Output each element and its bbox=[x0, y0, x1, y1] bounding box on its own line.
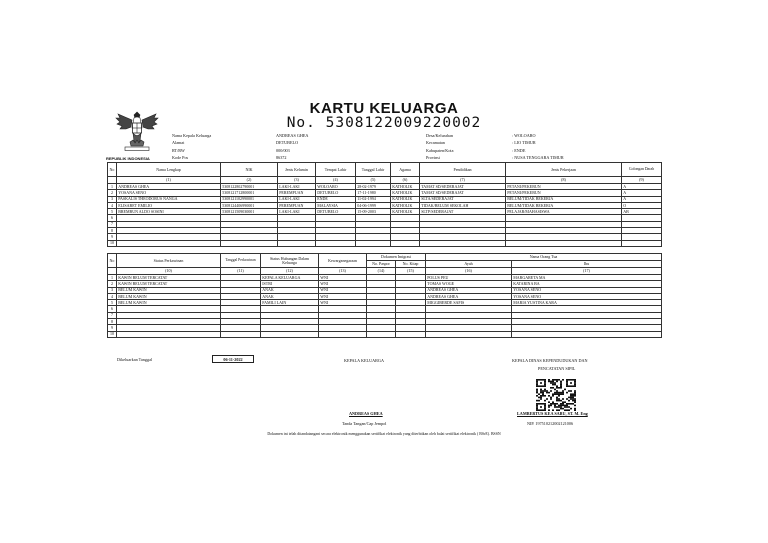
col-code: (17) bbox=[512, 268, 662, 275]
table-cell: 4 bbox=[108, 202, 117, 208]
col-header: Tanggal Lahir bbox=[356, 163, 391, 177]
table-cell: 3 bbox=[108, 196, 117, 202]
col-header: NIK bbox=[221, 163, 278, 177]
table-cell bbox=[506, 240, 622, 246]
table-cell: 15-09-2003 bbox=[356, 209, 391, 215]
table2-code-row bbox=[108, 268, 662, 275]
table-cell: PASKALIS THEODORUS NANGA bbox=[117, 196, 221, 202]
table-cell: O bbox=[622, 202, 662, 208]
table-cell: SLTP/SEDERAJAT bbox=[420, 209, 506, 215]
col-code: (8) bbox=[506, 177, 622, 184]
table-cell: PETANI/PEKEBUN bbox=[506, 190, 622, 196]
official-title-2: PENCATATAN SIPIL bbox=[538, 366, 576, 371]
col-header: Nama Orang Tua bbox=[426, 254, 662, 261]
table-cell: 5308121509030001 bbox=[221, 209, 278, 215]
table-cell: BELUM KAWIN bbox=[117, 287, 221, 293]
table-cell: KATHOLIK bbox=[391, 209, 420, 215]
col-header: Jenis Kelamin bbox=[278, 163, 316, 177]
table-cell: 1 bbox=[108, 184, 117, 190]
table-cell: WNI bbox=[319, 293, 367, 299]
col-header: Kewarganegaraan bbox=[319, 254, 367, 268]
table-cell: BELUM KAWIN bbox=[117, 300, 221, 306]
table-cell bbox=[316, 240, 356, 246]
table-cell: A bbox=[622, 196, 662, 202]
table-cell: WNI bbox=[319, 287, 367, 293]
table-cell: KEPALA KELUARGA bbox=[261, 275, 319, 281]
label-district: Kecamatan bbox=[426, 140, 445, 146]
table-cell bbox=[221, 240, 278, 246]
table-cell: YOSANA SENO bbox=[117, 190, 221, 196]
table-cell: POLUS PEU bbox=[426, 275, 512, 281]
col-code: (2) bbox=[221, 177, 278, 184]
marital-status-table bbox=[107, 253, 662, 338]
col-code: (9) bbox=[622, 177, 662, 184]
table-cell: KATHOLIK bbox=[391, 202, 420, 208]
table-cell bbox=[391, 240, 420, 246]
family-members-table bbox=[107, 162, 662, 247]
value-regency: : ENDE bbox=[512, 147, 526, 153]
official-title-1: KEPALA DINAS KEPENDUDUKAN DAN bbox=[512, 358, 588, 363]
col-code bbox=[108, 177, 117, 184]
value-district: : LIO TIMUR bbox=[512, 140, 536, 146]
table-cell: 9 bbox=[108, 325, 117, 331]
table-cell: 10 bbox=[108, 240, 117, 246]
label-postal-code: Kode Pos bbox=[172, 155, 189, 161]
value-village: : WOLOARO bbox=[512, 133, 536, 138]
col-header: Golongan Darah bbox=[622, 163, 662, 177]
table-cell: 5308121102990001 bbox=[221, 196, 278, 202]
table-cell: 5 bbox=[108, 300, 117, 306]
table-cell: ANDREAS GHEA bbox=[426, 293, 512, 299]
head-of-family-title: KEPALA KELUARGA bbox=[344, 358, 384, 363]
document-number: No. 5308122009220002 bbox=[286, 115, 482, 131]
col-code: (5) bbox=[356, 177, 391, 184]
table1-header-row bbox=[108, 163, 662, 177]
table-cell bbox=[426, 331, 512, 337]
table1-code-row bbox=[108, 177, 662, 184]
col-header: Jenis Pekerjaan bbox=[506, 163, 622, 177]
col-code: (14) bbox=[367, 268, 396, 275]
table-cell: 5308121712800001 bbox=[221, 190, 278, 196]
table-cell: 11-02-1994 bbox=[356, 196, 391, 202]
table-cell: PETANI/PEKEBUN bbox=[506, 184, 622, 190]
table-cell: ANAK bbox=[261, 293, 319, 299]
table-cell: TIDAK/BELUM SEKOLAH bbox=[420, 202, 506, 208]
table-cell: ELISABET EMILIO bbox=[117, 202, 221, 208]
table-cell: MIGGIBERDE SAFIS bbox=[426, 300, 512, 306]
table-cell: BELUM KAWIN bbox=[117, 293, 221, 299]
table-cell: A bbox=[622, 190, 662, 196]
table-cell: ANDREAS GHEA bbox=[117, 184, 221, 190]
issued-date-value: 06-11-2022 bbox=[212, 355, 254, 363]
table-cell: MARGARETA MA bbox=[512, 275, 662, 281]
table-cell bbox=[221, 331, 261, 337]
table-cell: ANDREAS GHEA bbox=[426, 287, 512, 293]
table-cell: LAKI-LAKI bbox=[278, 209, 316, 215]
table-cell: 04-06-1999 bbox=[356, 202, 391, 208]
table-cell bbox=[512, 331, 662, 337]
table-cell: MARIA YUSTINA KARA bbox=[512, 300, 662, 306]
col-subheader: Ayah bbox=[426, 261, 512, 268]
document-title: KARTU KELUARGA bbox=[309, 100, 459, 117]
table-cell: 5 bbox=[108, 209, 117, 215]
table-cell bbox=[319, 331, 367, 337]
table-cell bbox=[278, 240, 316, 246]
emblem-caption: REPUBLIK INDONESIA bbox=[106, 156, 150, 161]
table-cell: 17-11-1980 bbox=[356, 190, 391, 196]
table-cell: LAKI-LAKI bbox=[278, 196, 316, 202]
table-cell: 2 bbox=[108, 190, 117, 196]
header-left-values bbox=[276, 132, 308, 162]
col-code bbox=[108, 268, 117, 275]
qr-code-icon bbox=[536, 379, 576, 411]
col-header: Dokumen Imigrasi bbox=[367, 254, 426, 261]
table-cell: KATHOLIK bbox=[391, 184, 420, 190]
table-cell: 5308124406990001 bbox=[221, 202, 278, 208]
col-code: (12) bbox=[261, 268, 319, 275]
table-cell: A bbox=[622, 184, 662, 190]
col-header: Agama bbox=[391, 163, 420, 177]
label-regency: Kabupaten/Kota bbox=[426, 147, 454, 153]
col-code: (1) bbox=[117, 177, 221, 184]
col-subheader: No. Paspor bbox=[367, 261, 396, 268]
header-right-labels bbox=[426, 132, 453, 162]
table-cell: 4 bbox=[108, 293, 117, 299]
col-header: Tanggal Perkawinan bbox=[221, 254, 261, 268]
label-village: Desa/Kelurahan bbox=[426, 133, 453, 138]
table-cell bbox=[367, 331, 396, 337]
head-of-family-sign-note: Tanda Tangan/Cap Jempol bbox=[342, 421, 387, 426]
table-cell: PEREMPUAN bbox=[278, 202, 316, 208]
value-address: DETUBELO bbox=[276, 140, 299, 146]
header-left-labels bbox=[172, 132, 211, 162]
marital-status-row bbox=[108, 331, 662, 337]
qr-code bbox=[536, 379, 576, 411]
table-cell: 7 bbox=[108, 312, 117, 318]
issued-date-label: Dikeluarkan Tanggal bbox=[117, 357, 153, 362]
table-cell: PEREMPUAN bbox=[278, 190, 316, 196]
col-header: No bbox=[108, 254, 117, 268]
table-cell: 8 bbox=[108, 319, 117, 325]
table-cell: BREMBUN ALDO SOSINI bbox=[117, 209, 221, 215]
table-cell: DETUBELO bbox=[316, 209, 356, 215]
col-code: (4) bbox=[316, 177, 356, 184]
table-cell bbox=[117, 240, 221, 246]
official-name: LAMBERTUS KEA SABU, ST. M. Eng bbox=[517, 411, 588, 416]
table-cell: AB bbox=[622, 209, 662, 215]
col-header: Nama Lengkap bbox=[117, 163, 221, 177]
label-head-of-family: Nama Kepala Keluarga bbox=[172, 133, 212, 138]
table-cell: TAMAT SD/SEDERAJAT bbox=[420, 190, 506, 196]
value-head-of-family: ANDREAS GHEA bbox=[276, 133, 309, 138]
head-of-family-name: ANDREAS GHEA bbox=[349, 411, 383, 416]
table-cell: KATARINA BA bbox=[512, 281, 662, 287]
col-header: Tempat Lahir bbox=[316, 163, 356, 177]
col-code: (6) bbox=[391, 177, 420, 184]
table-cell: DETUBELO bbox=[316, 190, 356, 196]
table-cell: PELAJAR/MAHASISWA bbox=[506, 209, 622, 215]
table-cell: SLTA/SEDERAJAT bbox=[420, 196, 506, 202]
table-cell bbox=[420, 240, 506, 246]
table-cell: KATHOLIK bbox=[391, 190, 420, 196]
table-cell: 10 bbox=[108, 331, 117, 337]
col-header: Pendidikan bbox=[420, 163, 506, 177]
table-cell: WNI bbox=[319, 300, 367, 306]
table-cell: WNI bbox=[319, 281, 367, 287]
table-cell: WOLOARO bbox=[316, 184, 356, 190]
table-cell: LAKI-LAKI bbox=[278, 184, 316, 190]
value-rt-rw: 000/003 bbox=[276, 147, 290, 153]
table-cell: 2 bbox=[108, 281, 117, 287]
col-code: (7) bbox=[420, 177, 506, 184]
table-cell bbox=[261, 331, 319, 337]
col-header: No bbox=[108, 163, 117, 177]
label-rt-rw: RT/RW bbox=[172, 147, 185, 153]
table-cell: 5308122802790001 bbox=[221, 184, 278, 190]
table-cell: ISTRI bbox=[261, 281, 319, 287]
table-cell: BELUM/TIDAK BEKERJA bbox=[506, 196, 622, 202]
table-cell: KATHOLIK bbox=[391, 196, 420, 202]
header-right-values bbox=[512, 132, 564, 162]
table-cell: TAMAT SD/SEDERAJAT bbox=[420, 184, 506, 190]
col-code: (11) bbox=[221, 268, 261, 275]
table-cell: YOSANA SENO bbox=[512, 287, 662, 293]
table-cell: WNI bbox=[319, 275, 367, 281]
table-cell: BELUM/TIDAK BEKERJA bbox=[506, 202, 622, 208]
table-cell: YOSANA SENO bbox=[512, 293, 662, 299]
table-cell: FAMILI LAIN bbox=[261, 300, 319, 306]
col-code: (13) bbox=[319, 268, 367, 275]
table-cell bbox=[356, 240, 391, 246]
label-address: Alamat bbox=[172, 140, 185, 146]
table2-header-row bbox=[108, 254, 662, 261]
col-header: Status Perkawinan bbox=[117, 254, 221, 268]
col-header: Status Hubungan Dalam Keluarga bbox=[261, 254, 319, 268]
table2-body bbox=[108, 275, 662, 338]
table-cell: MALAYSIA bbox=[316, 202, 356, 208]
table-cell: 6 bbox=[108, 306, 117, 312]
table-cell: ANAK bbox=[261, 287, 319, 293]
value-province: : NUSA TENGGARA TIMUR bbox=[512, 155, 564, 161]
table-cell bbox=[622, 240, 662, 246]
table-cell: KAWIN BELUM TERCATAT bbox=[117, 275, 221, 281]
value-postal-code: 86372 bbox=[276, 155, 287, 161]
col-code: (16) bbox=[426, 268, 512, 275]
table-cell: 6 bbox=[108, 215, 117, 221]
table-cell: 1 bbox=[108, 275, 117, 281]
col-code: (15) bbox=[396, 268, 426, 275]
col-subheader: Ibu bbox=[512, 261, 662, 268]
table-cell: 8 bbox=[108, 228, 117, 234]
table-cell: 7 bbox=[108, 221, 117, 227]
table-cell: 3 bbox=[108, 287, 117, 293]
col-code: (10) bbox=[117, 268, 221, 275]
official-nip: NIP. 197510212002121006 bbox=[527, 421, 574, 426]
table-cell: ENDE bbox=[316, 196, 356, 202]
table-cell: KAWIN BELUM TERCATAT bbox=[117, 281, 221, 287]
table-cell bbox=[396, 331, 426, 337]
label-province: Provinsi bbox=[426, 155, 440, 161]
family-member-row bbox=[108, 240, 662, 246]
col-subheader: No. Kitap bbox=[396, 261, 426, 268]
table-cell bbox=[117, 331, 221, 337]
col-code: (3) bbox=[278, 177, 316, 184]
table-cell: 28-02-1979 bbox=[356, 184, 391, 190]
table1-body bbox=[108, 184, 662, 247]
electronic-signature-disclaimer: Dokumen ini telah ditandatangani secara elektronik menggunakan sertifikat elektronik yang diterbitkan oleh balai sertifikat elektronik ( BSrE). BSSN bbox=[267, 432, 501, 436]
table-cell: 9 bbox=[108, 234, 117, 240]
table-cell: TOMAS WOGE bbox=[426, 281, 512, 287]
